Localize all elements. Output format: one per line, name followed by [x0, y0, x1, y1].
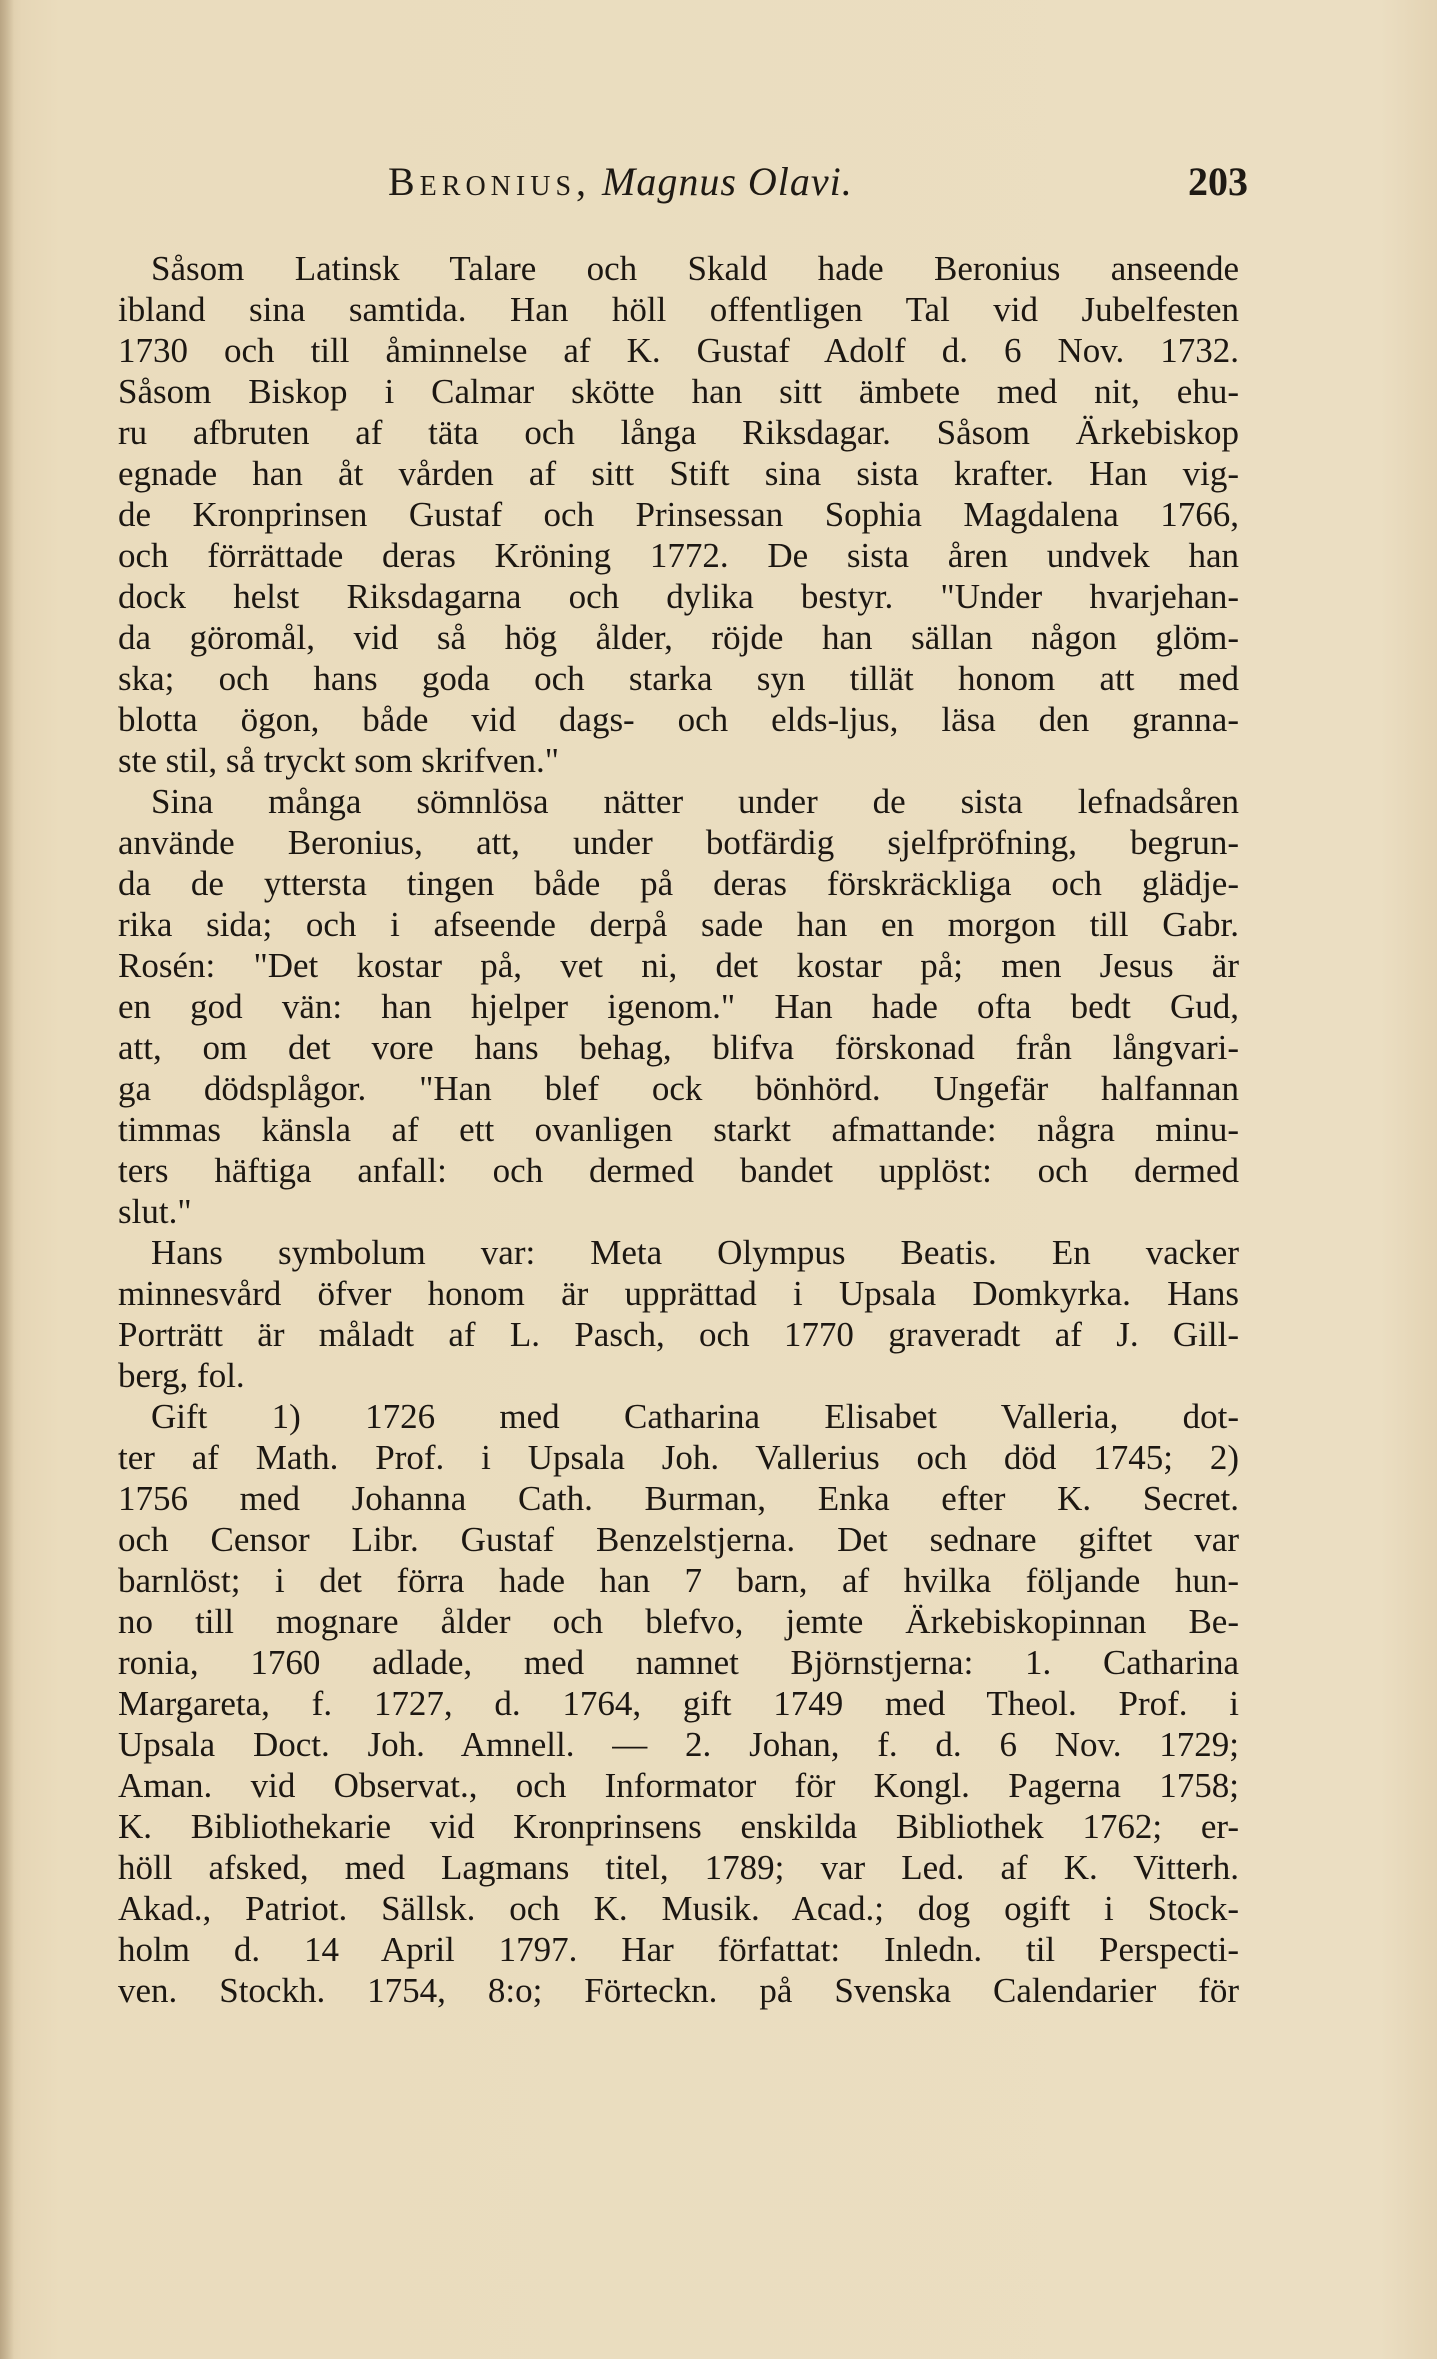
- text-line: 1730 och till åminnelse af K. Gustaf Adolf d. 6 Nov. 1732.: [118, 331, 1239, 370]
- text-line: no till mognare ålder och blefvo, jemte Ärkebiskopinnan Be-: [118, 1602, 1239, 1641]
- text-line: timmas känsla af ett ovanligen starkt afmattande: några minu-: [118, 1110, 1239, 1149]
- text-line: Akad., Patriot. Sällsk. och K. Musik. Acad.; dog ogift i Stock-: [118, 1889, 1239, 1928]
- text-line: och förrättade deras Kröning 1772. De sista åren undvek han: [118, 536, 1239, 575]
- text-line: Sina många sömnlösa nätter under de sista lefnadsåren: [151, 782, 1239, 821]
- text-line: ga dödsplågor. "Han blef ock bönhörd. Ungefär halfannan: [118, 1069, 1239, 1108]
- text-line: en god vän: han hjelper igenom." Han hade ofta bedt Gud,: [118, 987, 1239, 1026]
- text-line: egnade han åt vården af sitt Stift sina sista krafter. Han vig-: [118, 454, 1239, 493]
- text-line: ibland sina samtida. Han höll offentligen Tal vid Jubelfesten: [118, 290, 1239, 329]
- text-line: Rosén: "Det kostar på, vet ni, det kostar på; men Jesus är: [118, 946, 1239, 985]
- text-line: da de yttersta tingen både på deras förskräckliga och glädje-: [118, 864, 1239, 903]
- page-header: [118, 158, 1248, 208]
- text-line: ste stil, så tryckt som skrifven.": [118, 741, 560, 780]
- text-line: rika sida; och i afseende derpå sade han en morgon till Gabr.: [118, 905, 1239, 944]
- text-line: Gift 1) 1726 med Catharina Elisabet Valleria, dot-: [151, 1397, 1239, 1436]
- text-line: da göromål, vid så hög ålder, röjde han sällan någon glöm-: [118, 618, 1239, 657]
- text-line: K. Bibliothekarie vid Kronprinsens enskilda Bibliothek 1762; er-: [118, 1807, 1239, 1846]
- text-line: Margareta, f. 1727, d. 1764, gift 1749 med Theol. Prof. i: [118, 1684, 1239, 1723]
- text-line: Såsom Biskop i Calmar skötte han sitt ämbete med nit, ehu-: [118, 372, 1239, 411]
- text-line: höll afsked, med Lagmans titel, 1789; var Led. af K. Vitterh.: [118, 1848, 1239, 1887]
- text-line: ronia, 1760 adlade, med namnet Björnstjerna: 1. Catharina: [118, 1643, 1239, 1682]
- body-text: [118, 248, 1239, 2011]
- page-number: 203: [1188, 159, 1248, 204]
- text-line: Upsala Doct. Joh. Amnell. — 2. Johan, f. d. 6 Nov. 1729;: [118, 1725, 1239, 1764]
- text-line: Porträtt är måladt af L. Pasch, och 1770 graveradt af J. Gill-: [118, 1315, 1239, 1354]
- text-line: och Censor Libr. Gustaf Benzelstjerna. Det sednare giftet var: [118, 1520, 1239, 1559]
- running-head: [388, 158, 853, 205]
- text-line: barnlöst; i det förra hade han 7 barn, af hvilka följande hun-: [118, 1561, 1239, 1600]
- text-line: ter af Math. Prof. i Upsala Joh. Vallerius och död 1745; 2): [118, 1438, 1239, 1477]
- text-line: ska; och hans goda och starka syn tillät honom att med: [118, 659, 1239, 698]
- text-line: Aman. vid Observat., och Informator för Kongl. Pagerna 1758;: [118, 1766, 1239, 1805]
- spine-shadow: [0, 0, 14, 2359]
- running-head-name: Beronius,: [388, 159, 592, 204]
- text-line: holm d. 14 April 1797. Har författat: Inledn. til Perspecti-: [118, 1930, 1239, 1969]
- text-line: slut.": [118, 1192, 192, 1231]
- text-line: använde Beronius, att, under botfärdig sjelfpröfning, begrun-: [118, 823, 1239, 862]
- text-line: Hans symbolum var: Meta Olympus Beatis. En vacker: [151, 1233, 1239, 1272]
- text-line: de Kronprinsen Gustaf och Prinsessan Sophia Magdalena 1766,: [118, 495, 1239, 534]
- text-line: att, om det vore hans behag, blifva förskonad från långvari-: [118, 1028, 1239, 1067]
- text-line: dock helst Riksdagarna och dylika bestyr. "Under hvarjehan-: [118, 577, 1239, 616]
- text-line: blotta ögon, både vid dags- och elds-ljus, läsa den granna-: [118, 700, 1239, 739]
- running-head-italic: Magnus Olavi.: [602, 159, 853, 204]
- text-line: ru afbruten af täta och långa Riksdagar. Såsom Ärkebiskop: [118, 413, 1239, 452]
- text-line: 1756 med Johanna Cath. Burman, Enka efter K. Secret.: [118, 1479, 1239, 1518]
- text-line: berg, fol.: [118, 1356, 245, 1395]
- text-line: minnesvård öfver honom är upprättad i Upsala Domkyrka. Hans: [118, 1274, 1239, 1313]
- text-line: Såsom Latinsk Talare och Skald hade Beronius anseende: [151, 249, 1239, 288]
- text-line: ven. Stockh. 1754, 8:o; Förteckn. på Svenska Calendarier för: [118, 1971, 1239, 2010]
- text-line: ters häftiga anfall: och dermed bandet upplöst: och dermed: [118, 1151, 1239, 1190]
